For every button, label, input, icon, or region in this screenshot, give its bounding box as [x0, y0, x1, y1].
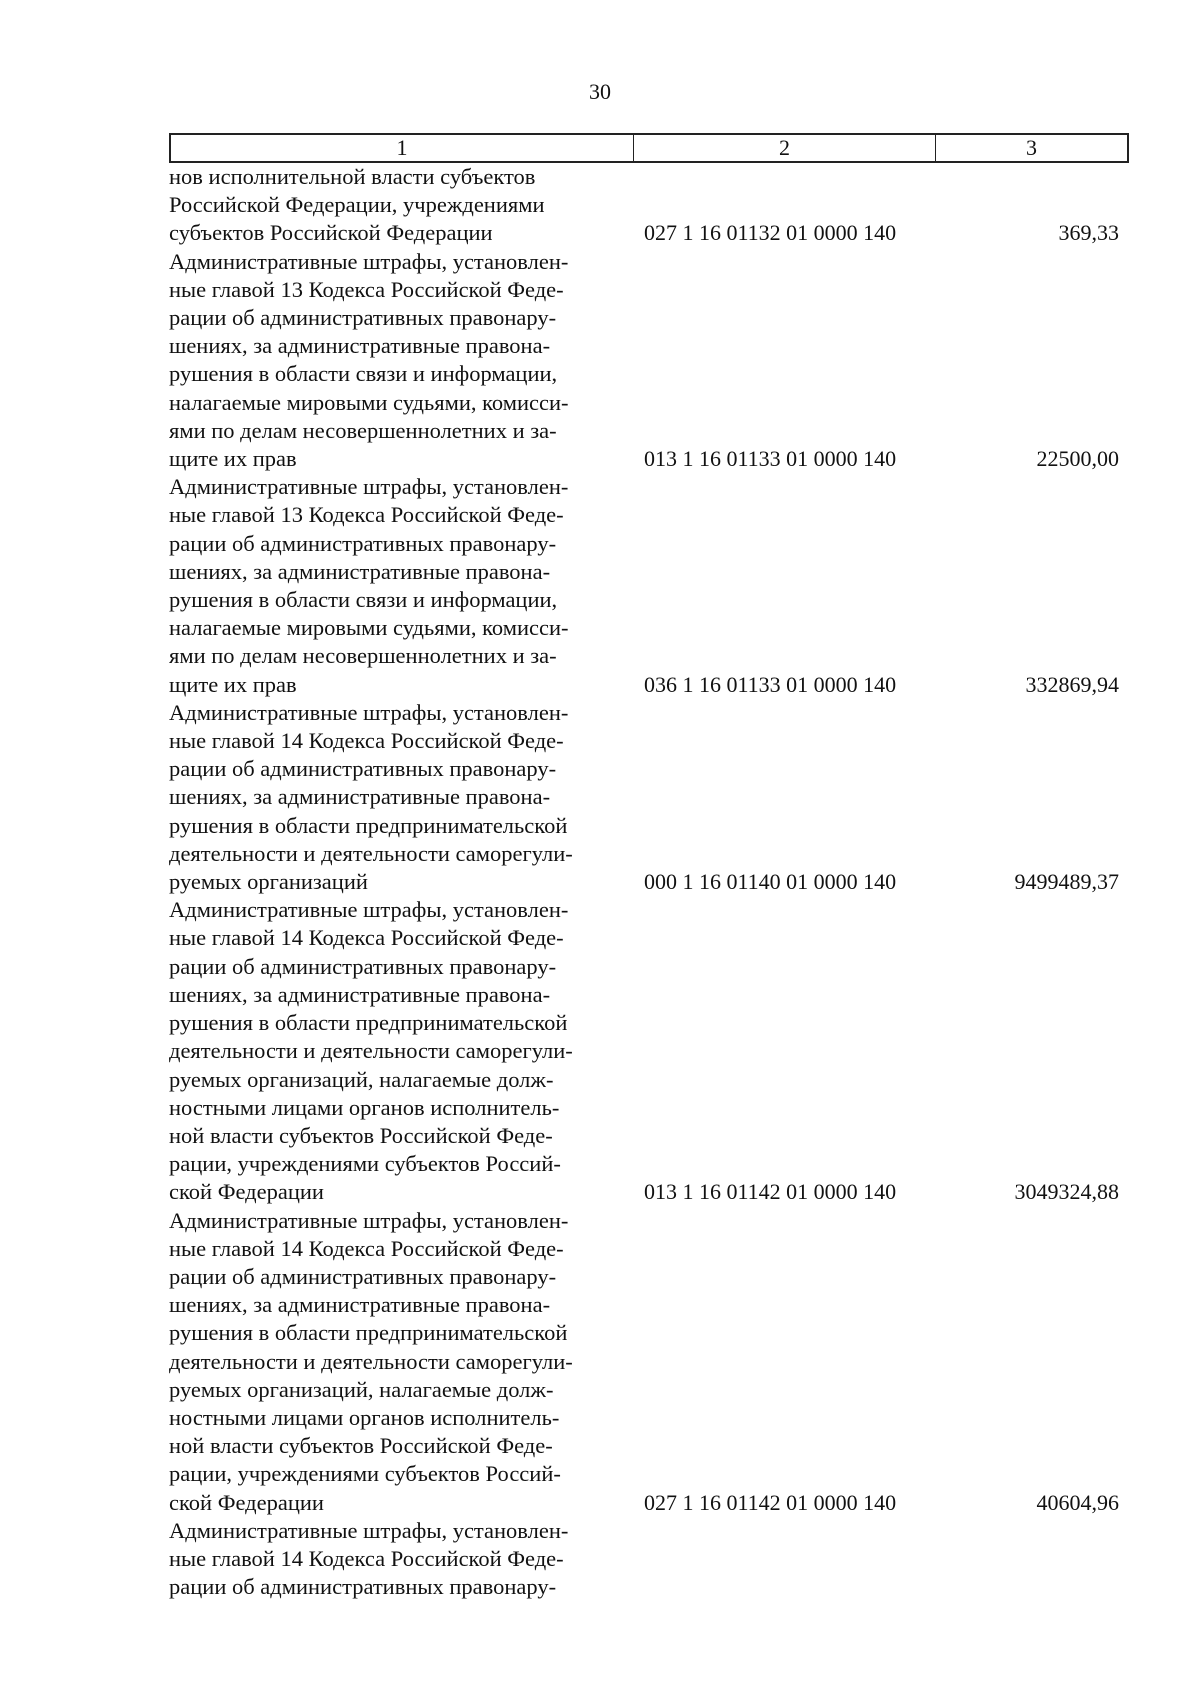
table-row — [169, 699, 1129, 896]
row-amount: 369,33 — [1058, 220, 1119, 246]
row-code: 027 1 16 01132 01 0000 140 — [644, 220, 897, 246]
table-body — [169, 163, 1129, 1601]
header-column-2: 2 — [633, 135, 935, 161]
header-column-1: 1 — [396, 135, 408, 160]
page-number: 30 — [589, 79, 611, 104]
row-description: Административные штрафы, установлен- ные главой 14 Кодекса Российской Феде- рации об административных правонару- шениях, за административные правона- рушения в области предпринимательской деятельности и деятельности саморегули- руемых организаций, налагаемые долж- ностными лицами органов исполнитель- ной власти субъектов Российской Феде- рации, учреждениями субъектов Россий- ской Федерации — [169, 897, 573, 1205]
row-description: нов исполнительной власти субъектов Российской Федерации, учреждениями субъектов Российской Федерации — [169, 164, 545, 246]
row-description: Административные штрафы, установлен- ные главой 14 Кодекса Российской Феде- рации об административных правонару- — [169, 1517, 569, 1600]
header-column-3: 3 — [935, 135, 1127, 161]
row-amount: 3049324,88 — [1014, 1179, 1119, 1205]
table-row — [169, 896, 1129, 1206]
row-code: 000 1 16 01140 01 0000 140 — [644, 869, 897, 895]
row-amount: 22500,00 — [1036, 446, 1119, 472]
row-amount: 40604,96 — [1036, 1489, 1119, 1515]
table-row — [169, 1517, 1129, 1602]
row-code: 013 1 16 01142 01 0000 140 — [644, 1179, 897, 1205]
row-code: 013 1 16 01133 01 0000 140 — [644, 446, 897, 472]
row-description: Административные штрафы, установлен- ные главой 14 Кодекса Российской Феде- рации об административных правонару- шениях, за административные правона- рушения в области предпринимательской деятельности и деятельности саморегули- руемых организаций, налагаемые долж- ностными лицами органов исполнитель- ной власти субъектов Российской Феде- рации, учреждениями субъектов Россий- ской Федерации — [169, 1207, 573, 1515]
row-description: Административные штрафы, установлен- ные главой 14 Кодекса Российской Феде- рации об административных правонару- шениях, за административные правона- рушения в области предпринимательской деятельности и деятельности саморегули- руемых организаций — [169, 699, 573, 895]
row-code: 027 1 16 01142 01 0000 140 — [644, 1489, 897, 1515]
row-description: Административные штрафы, установлен- ные главой 13 Кодекса Российской Феде- рации об административных правонару- шениях, за административные правона- рушения в области связи и информации, налагаемые мировыми судьями, комисси- ями по делам несовершеннолетних и за- щите их прав — [169, 248, 569, 472]
table-row — [169, 473, 1129, 699]
row-amount: 332869,94 — [1025, 671, 1119, 697]
table-header — [169, 133, 1129, 163]
row-code: 036 1 16 01133 01 0000 140 — [644, 671, 897, 697]
table-row — [169, 1207, 1129, 1517]
row-description: Административные штрафы, установлен- ные главой 13 Кодекса Российской Феде- рации об административных правонару- шениях, за административные правона- рушения в области связи и информации, налагаемые мировыми судьями, комисси- ями по делам несовершеннолетних и за- щите их прав — [169, 474, 569, 697]
row-amount: 9499489,37 — [1014, 869, 1119, 895]
table-row — [169, 163, 1129, 248]
table-row — [169, 248, 1129, 474]
